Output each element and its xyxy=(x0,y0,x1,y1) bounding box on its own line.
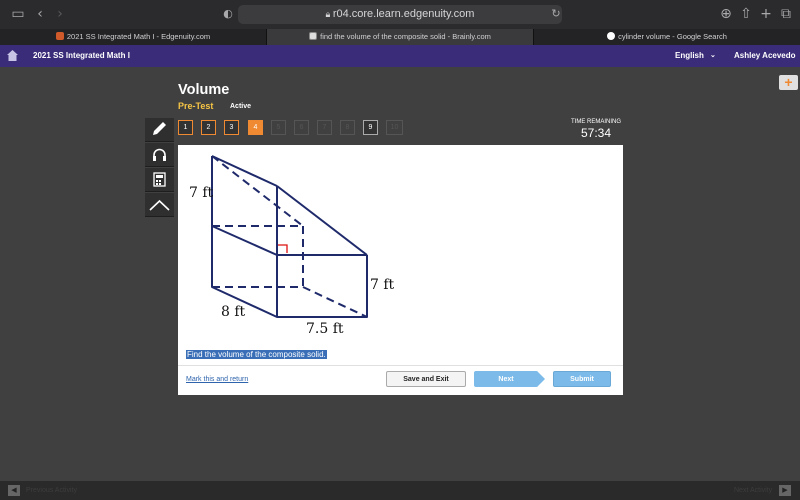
question-button-2[interactable]: 2 xyxy=(201,120,216,135)
tab-label: find the volume of the composite solid - Brainly.com xyxy=(320,32,491,41)
download-icon[interactable]: ⊕ xyxy=(720,6,732,22)
left-height-label: 7 ft xyxy=(189,185,214,201)
address-bar[interactable] xyxy=(238,5,562,24)
plus-icon: + xyxy=(784,74,793,90)
reload-icon[interactable]: ↻ xyxy=(551,7,561,20)
question-button-3[interactable]: 3 xyxy=(224,120,239,135)
privacy-shield-icon[interactable]: ◐ xyxy=(223,7,233,20)
question-button-4[interactable]: 4 xyxy=(248,120,263,135)
timer-value: 57:34 xyxy=(580,126,612,140)
question-button-6[interactable]: 6 xyxy=(294,120,309,135)
brainly-favicon-icon xyxy=(309,32,317,40)
tab-label: cylinder volume - Google Search xyxy=(618,32,727,41)
right-height-label: 7 ft xyxy=(370,277,395,293)
lock-icon: 🔒︎ xyxy=(325,9,333,19)
question-button-9[interactable]: 9 xyxy=(363,120,378,135)
tab-overview-icon[interactable]: ⧉ xyxy=(781,6,791,22)
depth-label: 8 ft xyxy=(221,304,246,320)
submit-button[interactable]: Submit xyxy=(553,371,611,387)
user-name[interactable]: Ashley Acevedo xyxy=(734,51,796,60)
tab-google[interactable] xyxy=(534,29,800,45)
pencil-icon xyxy=(145,118,174,142)
composite-solid-figure xyxy=(178,145,438,345)
chevron-down-icon[interactable]: ⌄ xyxy=(710,52,716,59)
tab-label: 2021 SS Integrated Math I - Edgenuity.com xyxy=(66,32,211,41)
divider xyxy=(178,365,623,366)
home-icon[interactable] xyxy=(6,49,19,62)
save-and-exit-button[interactable]: Save and Exit xyxy=(386,371,466,387)
question-button-5[interactable]: 5 xyxy=(271,120,286,135)
activity-type: Pre-Test xyxy=(178,101,214,111)
previous-activity-link[interactable]: Previous Activity xyxy=(26,487,77,494)
next-activity-arrow-icon[interactable]: ▶ xyxy=(779,485,791,496)
reference-tool[interactable] xyxy=(145,193,174,217)
next-button[interactable]: Next xyxy=(474,371,538,387)
course-title: 2021 SS Integrated Math I xyxy=(33,51,130,60)
calculator-tool[interactable] xyxy=(145,168,174,192)
google-favicon-icon xyxy=(607,32,615,40)
question-button-7[interactable]: 7 xyxy=(317,120,332,135)
app-header xyxy=(0,45,800,67)
question-button-1[interactable]: 1 xyxy=(178,120,193,135)
status-label: Active xyxy=(230,103,252,110)
sidebar-toggle-icon[interactable]: ▭ xyxy=(11,6,25,22)
tab-strip xyxy=(0,29,800,45)
footer-bar xyxy=(0,481,800,500)
right-angle-marker xyxy=(278,245,287,253)
next-activity-link[interactable]: Next Activity xyxy=(734,487,773,494)
mark-and-return-link[interactable]: Mark this and return xyxy=(186,376,249,383)
question-button-10[interactable]: 10 xyxy=(386,120,403,135)
language-select[interactable]: English xyxy=(675,51,704,60)
timer-label: TIME REMAINING xyxy=(570,119,621,125)
audio-tool[interactable] xyxy=(145,143,174,167)
question-button-8[interactable]: 8 xyxy=(340,120,355,135)
share-icon[interactable]: ⇧ xyxy=(740,6,752,22)
angle-icon xyxy=(145,193,174,217)
new-tab-icon[interactable]: + xyxy=(760,6,772,22)
browser-toolbar xyxy=(0,0,800,29)
edgenuity-favicon-icon xyxy=(56,32,64,40)
previous-activity-arrow-icon[interactable]: ◀ xyxy=(8,485,20,496)
back-icon[interactable]: ‹ xyxy=(37,6,43,22)
tab-edgenuity[interactable] xyxy=(0,29,267,45)
calculator-icon xyxy=(145,168,174,192)
question-text: Find the volume of the composite solid. xyxy=(187,350,326,359)
pencil-tool[interactable] xyxy=(145,118,174,142)
page-title: Volume xyxy=(178,82,230,98)
url-text: r04.core.learn.edgenuity.com xyxy=(332,8,475,20)
tab-brainly[interactable] xyxy=(267,29,534,45)
next-arrow-icon xyxy=(537,371,545,387)
headphones-icon xyxy=(145,143,174,167)
forward-icon[interactable]: › xyxy=(57,6,63,22)
width-label: 7.5 ft xyxy=(306,321,344,337)
add-button[interactable] xyxy=(779,75,798,90)
